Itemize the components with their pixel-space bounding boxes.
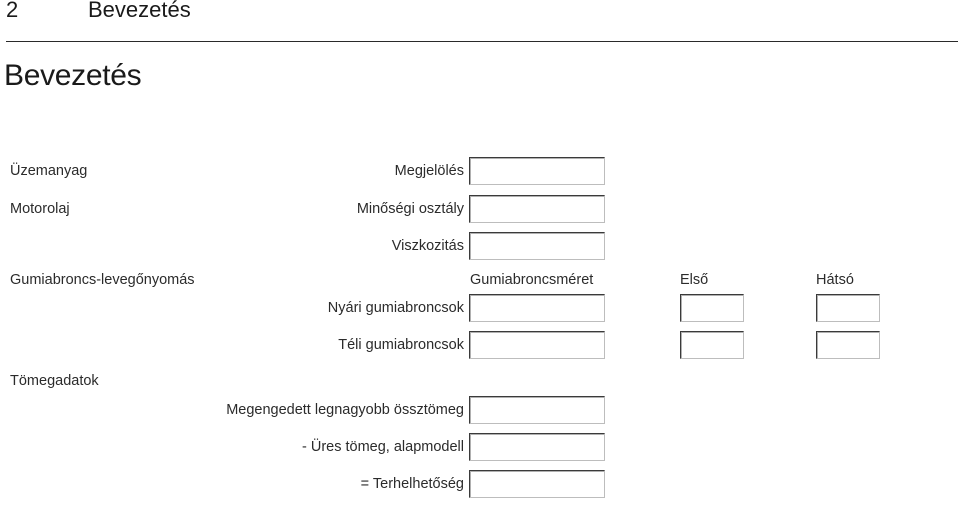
oil-viscosity-field[interactable] bbox=[469, 232, 605, 260]
summer-tyre-size-field[interactable] bbox=[469, 294, 605, 322]
max-total-weight-field[interactable] bbox=[469, 396, 605, 424]
front-column-header: Első bbox=[680, 272, 709, 288]
oil-viscosity-label: Viszkozitás bbox=[391, 238, 464, 254]
running-title: Bevezetés bbox=[88, 0, 191, 22]
winter-tyre-size-field[interactable] bbox=[469, 331, 605, 359]
fuel-designation-field[interactable] bbox=[469, 157, 605, 185]
section-heading: Bevezetés bbox=[4, 59, 142, 92]
fuel-section-label: Üzemanyag bbox=[10, 163, 88, 179]
page-header bbox=[0, 0, 960, 42]
winter-rear-pressure-field[interactable] bbox=[816, 331, 880, 359]
summer-rear-pressure-field[interactable] bbox=[816, 294, 880, 322]
empty-weight-label: - Üres tömeg, alapmodell bbox=[302, 439, 464, 455]
header-rule bbox=[6, 41, 958, 42]
oil-quality-class-label: Minőségi osztály bbox=[356, 201, 464, 217]
empty-weight-field[interactable] bbox=[469, 433, 605, 461]
page-number: 2 bbox=[6, 0, 19, 22]
winter-tyres-label: Téli gumiabroncsok bbox=[338, 337, 464, 353]
tyre-size-column-header: Gumiabroncsméret bbox=[470, 272, 594, 288]
payload-field[interactable] bbox=[469, 470, 605, 498]
engine-oil-section-label: Motorolaj bbox=[10, 201, 70, 217]
oil-quality-class-field[interactable] bbox=[469, 195, 605, 223]
rear-column-header: Hátsó bbox=[816, 272, 854, 288]
summer-tyres-label: Nyári gumiabroncsok bbox=[327, 300, 464, 316]
summer-front-pressure-field[interactable] bbox=[680, 294, 744, 322]
tyre-pressure-section-label: Gumiabroncs-levegőnyomás bbox=[10, 272, 195, 288]
max-total-weight-label: Megengedett legnagyobb össztömeg bbox=[226, 402, 464, 418]
weights-section-label: Tömegadatok bbox=[10, 373, 99, 389]
payload-label: = Terhelhetőség bbox=[360, 476, 464, 492]
winter-front-pressure-field[interactable] bbox=[680, 331, 744, 359]
fuel-designation-label: Megjelölés bbox=[394, 163, 464, 179]
